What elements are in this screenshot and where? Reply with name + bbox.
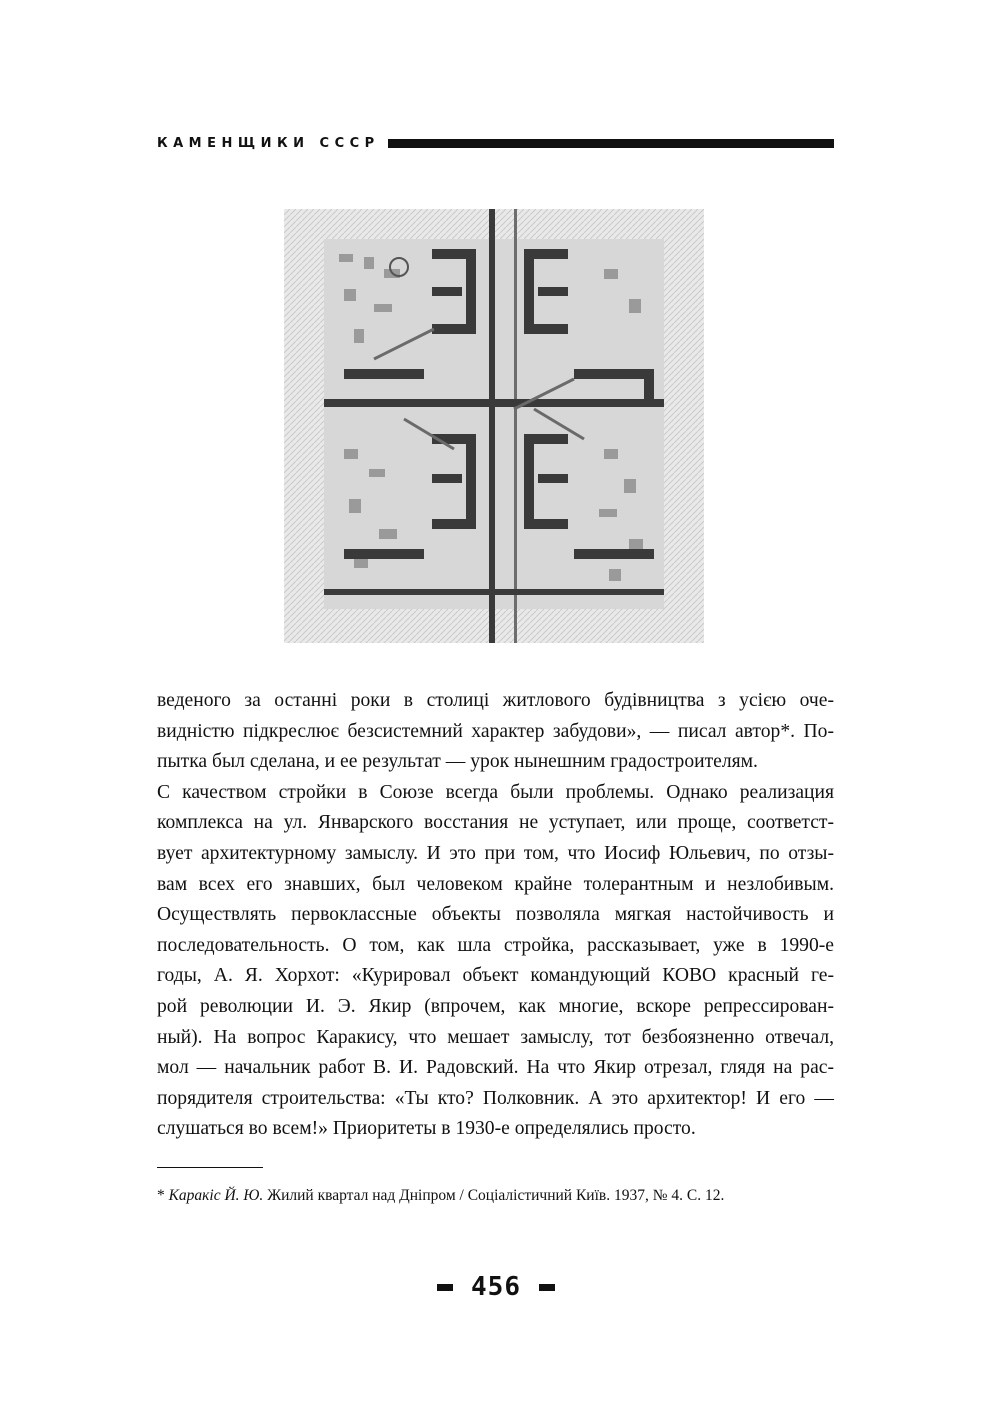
footnote-marker: *	[157, 1187, 169, 1204]
text-line: порядителя строительства: «Ты кто? Полковник. А это архитектор! И его —	[157, 1087, 834, 1109]
footnote-rule	[157, 1167, 263, 1168]
running-head-rule	[388, 139, 834, 148]
text-line: ный). На вопрос Каракису, что мешает замыслу, тот безбоязненно отвечал,	[157, 1026, 834, 1048]
text-line: комплекса на ул. Январского восстания не уступает, или проще, соответст-	[157, 812, 834, 834]
text-line: видністю підкреслює безсистемний характер забудови», — писал автор*. По-	[157, 720, 834, 742]
site-plan-figure	[284, 209, 704, 643]
text-line: рой революции И. Э. Якир (впрочем, как многие, вскоре репрессирован-	[157, 995, 834, 1017]
folio-dash-right	[539, 1284, 555, 1291]
page-folio	[0, 1272, 992, 1302]
running-title: КАМЕНЩИКИ СССР	[157, 135, 380, 151]
footnote-author: Каракіс Й. Ю.	[168, 1187, 264, 1204]
text-line: пытка был сделана, и ее результат — урок нынешним градостроителям.	[157, 751, 758, 773]
folio-dash-left	[437, 1284, 453, 1291]
text-line: веденого за останні роки в столиці житлового будівництва з усією оче-	[157, 690, 834, 711]
text-line: мол — начальник работ В. И. Радовский. На что Якир отрезал, глядя на рас-	[157, 1057, 834, 1079]
text-line: Осуществлять первоклассные объекты позволяла мягкая настойчивость и	[157, 904, 834, 926]
text-line: слушаться во всем!» Приоритеты в 1930-е определялись просто.	[157, 1118, 696, 1140]
text-line: вует архитектурному замыслу. И это при том, что Иосиф Юльевич, по отзы-	[157, 842, 834, 864]
text-line: годы, А. Я. Хорхот: «Курировал объект командующий КОВО красный ге-	[157, 965, 834, 987]
urban-plan-drawing-icon	[284, 209, 704, 643]
footnote-text: Жилий квартал над Дніпром / Соціалістичний Київ. 1937, № 4. С. 12.	[263, 1187, 725, 1204]
page-number: 456	[471, 1272, 521, 1302]
footnote	[157, 1185, 834, 1207]
text-line: последовательность. О том, как шла стройка, рассказывает, уже в 1990-е	[157, 934, 834, 956]
main-text	[157, 686, 834, 1145]
text-line: вам всех его знавших, был человеком крайне толерантным и незлобивым.	[157, 873, 834, 895]
running-head	[157, 134, 834, 152]
text-line: С качеством стройки в Союзе всегда были проблемы. Однако реализация	[157, 781, 834, 803]
